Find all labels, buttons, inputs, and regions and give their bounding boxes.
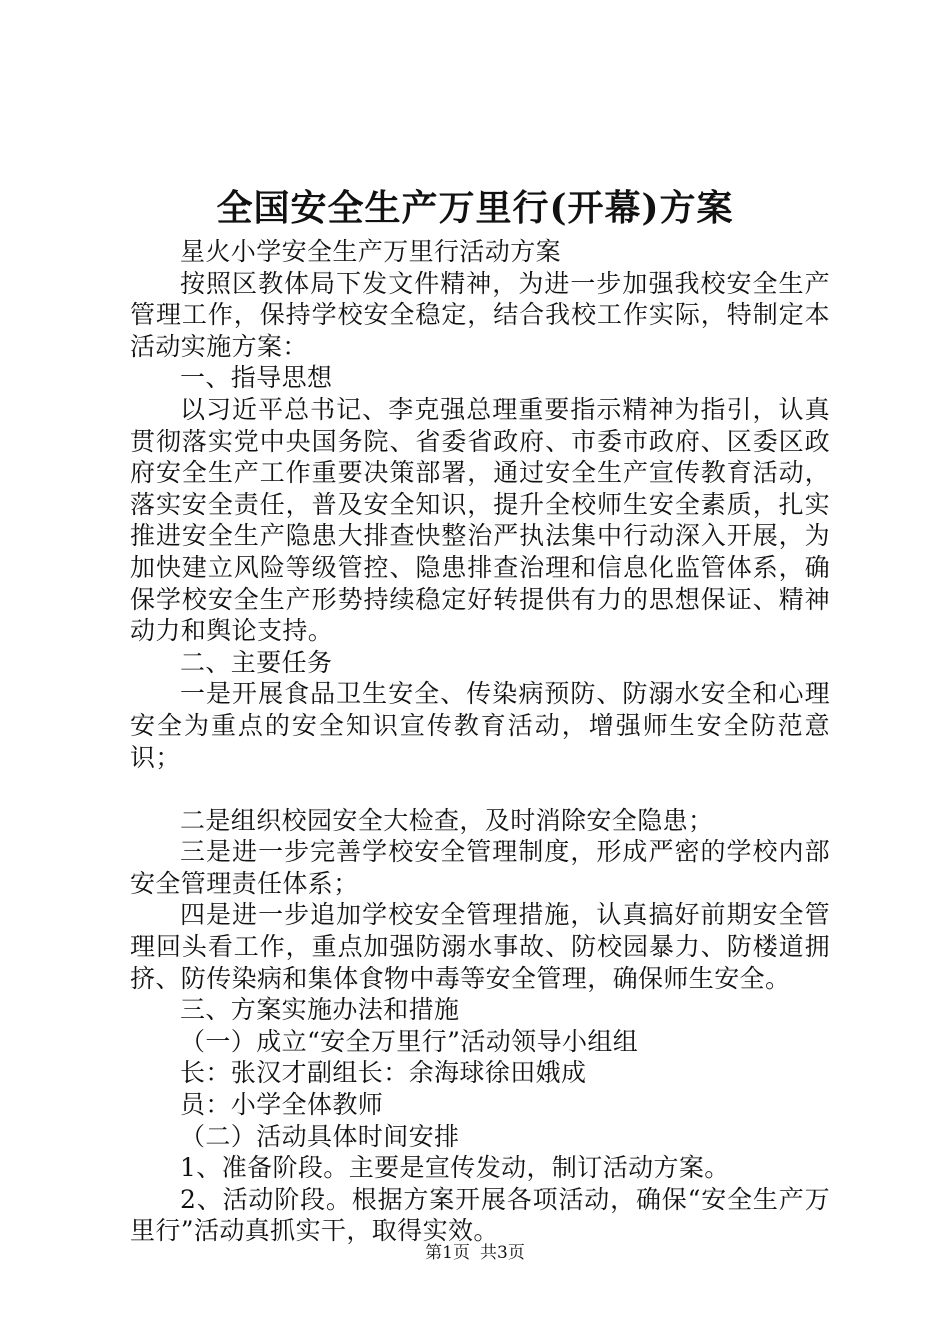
paragraph-activity-stage: 2、活动阶段。根据方案开展各项活动，确保“安全生产万里行”活动真抓实干，取得实效。: [130, 1184, 830, 1246]
section-heading-implementation: 三、方案实施办法和措施: [180, 995, 460, 1025]
paragraph-group-members: 员：小学全体教师: [180, 1090, 384, 1120]
page-total: 共3页: [480, 1243, 525, 1263]
paragraph-leadership-group: （一）成立“安全万里行”活动领导小组组: [180, 1026, 639, 1056]
document-body: [130, 236, 830, 1247]
paragraph-task-two: 二是组织校园安全大检查，及时消除安全隐患；: [180, 805, 714, 835]
paragraph-intro: 按照区教体局下发文件精神，为进一步加强我校安全生产管理工作，保持学校安全稳定，结合我校工作实际，特制定本活动实施方案：: [130, 268, 830, 361]
paragraph-preparation-stage: 1、准备阶段。主要是宣传发动，制订活动方案。: [180, 1153, 730, 1183]
section-heading-guiding-thought: 一、指导思想: [180, 363, 333, 393]
section-heading-main-tasks: 二、主要任务: [180, 647, 333, 677]
paragraph-group-leaders: 长：张汉才副组长：余海球徐田娥成: [180, 1058, 587, 1088]
page-footer: [0, 1241, 950, 1265]
paragraph-task-three: 三是进一步完善学校安全管理制度，形成严密的学校内部安全管理责任体系；: [130, 837, 830, 898]
paragraph-task-four: 四是进一步追加学校安全管理措施，认真搞好前期安全管理回头看工作，重点加强防溺水事故、防校园暴力、防楼道拥挤、防传染病和集体食物中毒等安全管理，确保师生安全。: [130, 900, 830, 993]
paragraph-schedule-heading: （二）活动具体时间安排: [180, 1121, 460, 1151]
paragraph-school-plan-heading: 星火小学安全生产万里行活动方案: [180, 237, 562, 266]
paragraph-task-one: 一是开展食品卫生安全、传染病预防、防溺水安全和心理安全为重点的安全知识宣传教育活动，增强师生安全防范意识；: [130, 679, 830, 772]
page-number: 第1页: [425, 1243, 470, 1263]
paragraph-guiding-thought: 以习近平总书记、李克强总理重要指示精神为指引，认真贯彻落实党中央国务院、省委省政府、市委市政府、区委区政府安全生产工作重要决策部署，通过安全生产宣传教育活动，落实安全责任，普及安全知识，提升全校师生安全素质，扎实推进安全生产隐患大排查快整治严执法集中行动深入开展，为加快建立风险等级管控、隐患排查治理和信息化监管体系，确保学校安全生产形势持续稳定好转提供有力的思想保证、精神动力和舆论支持。: [130, 394, 830, 646]
document-title: 全国安全生产万里行(开幕)方案: [216, 187, 734, 229]
